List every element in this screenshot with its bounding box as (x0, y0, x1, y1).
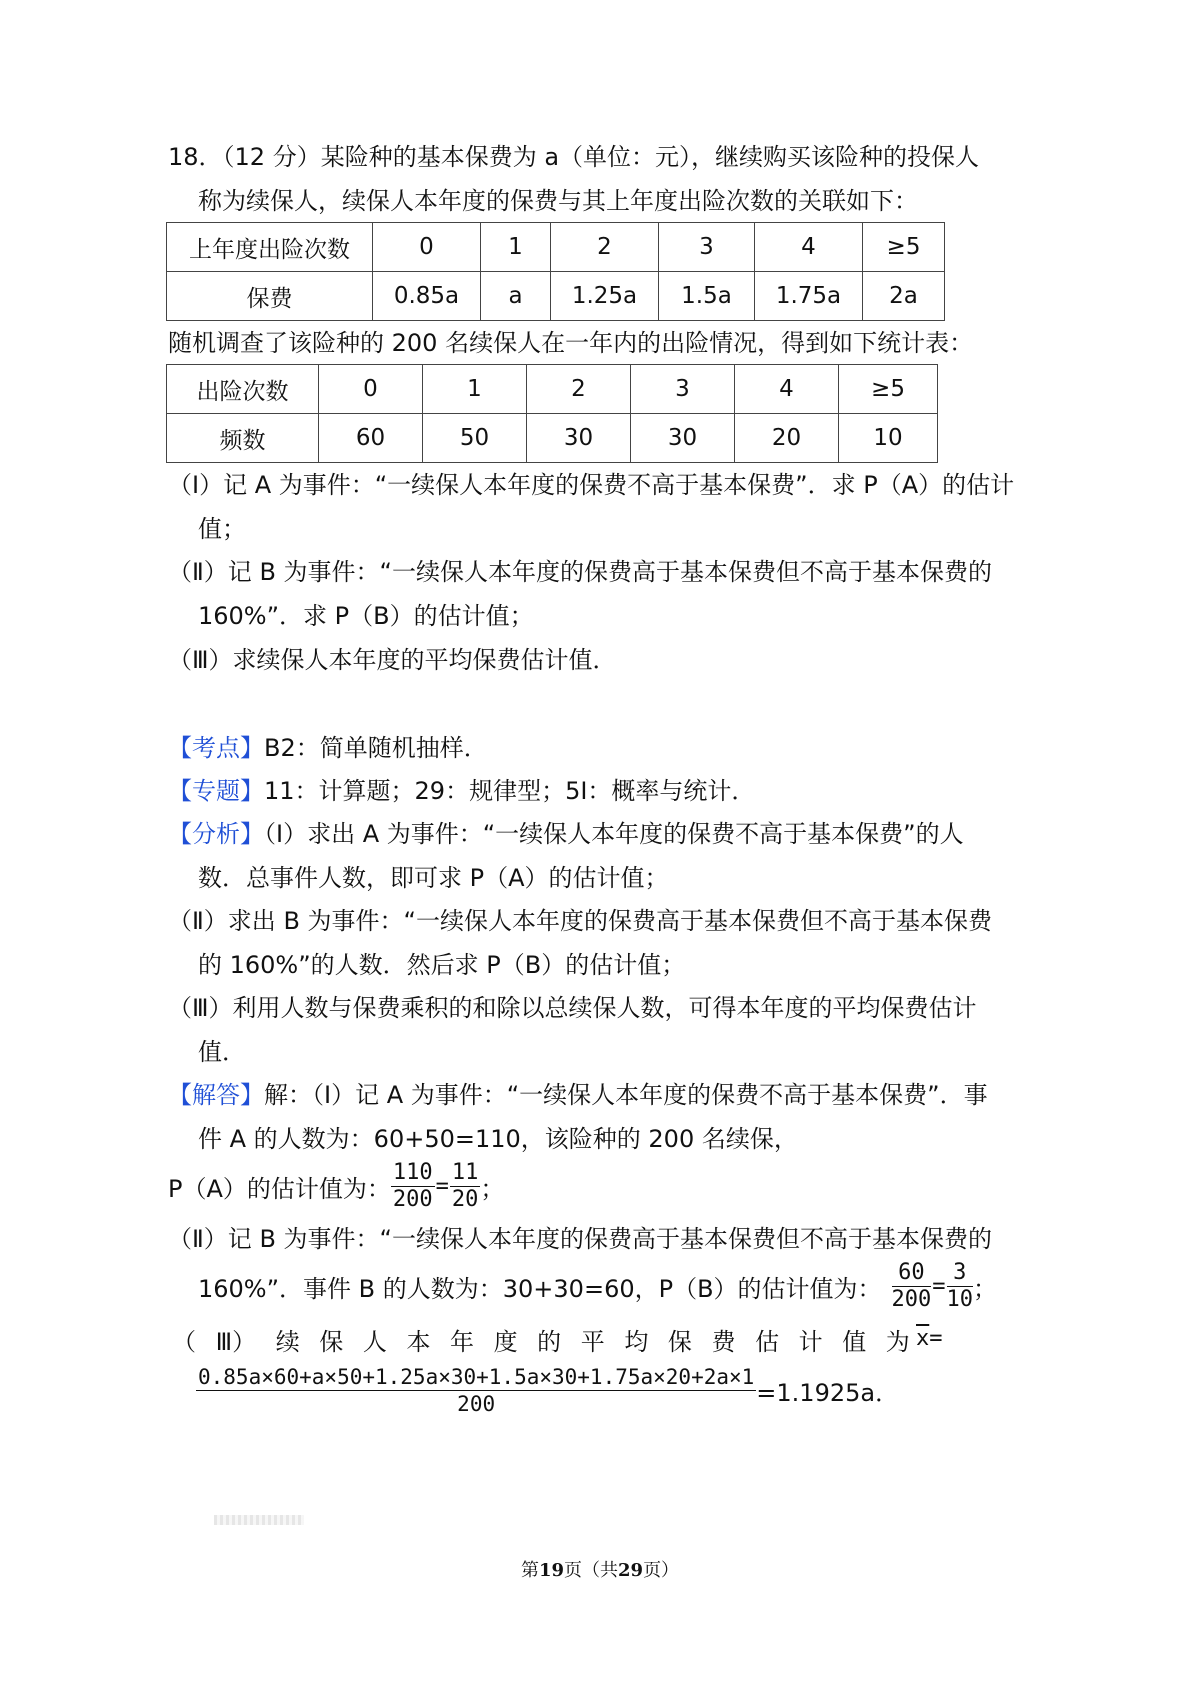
fraction-denominator: 10 (946, 1287, 974, 1312)
fraction-numerator: 0.85a×60+a×50+1.25a×30+1.5a×30+1.75a×20+2a×1 (198, 1365, 755, 1389)
table-cell: 60 (319, 414, 423, 463)
table-cell: 3 (659, 223, 755, 272)
table-cell: 50 (423, 414, 527, 463)
footer-page-number: 19 (538, 1560, 564, 1581)
fraction-denominator: 20 (451, 1187, 479, 1212)
fenxi-line-1 (168, 819, 964, 849)
footer-middle: 页（共 (564, 1560, 618, 1581)
table-cell: 10 (839, 414, 938, 463)
jieda-line-1 (168, 1080, 988, 1110)
table-row (167, 272, 945, 321)
justified-char: 保 (667, 1328, 692, 1356)
question-line-1: 18．（12 分）某险种的基本保费为 a（单位：元），继续购买该险种的投保人 (168, 143, 980, 171)
jieda-line-2: 件 A 的人数为：60+50=110，该险种的 200 名续保， (198, 1125, 798, 1153)
table-cell: 0 (373, 223, 481, 272)
table-header-cell: 保费 (167, 272, 373, 321)
jieda-text-5: 160%”．事件 B 的人数为：30+30=60，P（B）的估计值为： (198, 1275, 882, 1303)
table-cell: 30 (527, 414, 631, 463)
table-cell: 2 (527, 365, 631, 414)
table-row (167, 223, 945, 272)
fraction (947, 1262, 974, 1311)
table-header-cell: 频数 (167, 414, 319, 463)
table-cell: 1.75a (755, 272, 863, 321)
fraction-denominator: 200 (392, 1187, 433, 1212)
xbar-symbol (916, 1324, 943, 1354)
fraction (892, 1262, 932, 1311)
fenxi-tag: 【分析】 (168, 820, 264, 848)
table-cell: a (481, 272, 551, 321)
table-cell: 0.85a (373, 272, 481, 321)
fenxi-line-2: 数．总事件人数，即可求 P（A）的估计值； (198, 864, 669, 892)
justified-char: 年 (450, 1328, 475, 1356)
mean-fraction (196, 1366, 756, 1415)
table-cell: 4 (735, 365, 839, 414)
jieda-tag: 【解答】 (168, 1081, 264, 1109)
table-cell: 20 (735, 414, 839, 463)
justified-char: 本 (406, 1328, 431, 1356)
table-cell: 1.25a (551, 272, 659, 321)
table-cell: 2 (551, 223, 659, 272)
jieda-line-7 (196, 1366, 899, 1415)
jieda-line-3 (168, 1162, 504, 1211)
footer-total-pages: 29 (618, 1560, 644, 1581)
jieda-line-5 (198, 1262, 997, 1311)
justified-char: 值 (842, 1328, 867, 1356)
zhuanti-text: 11：计算题；29：规律型；5I：概率与统计． (264, 777, 756, 805)
kaodian-text: B2：简单随机抽样． (264, 734, 488, 762)
jieda-line-6 (172, 1327, 910, 1357)
fenxi-line-6: 值． (198, 1038, 246, 1066)
table-cell: 2a (863, 272, 945, 321)
table-cell: 1 (481, 223, 551, 272)
jieda-line-4: （Ⅱ）记 B 为事件：“一续保人本年度的保费高于基本保费但不高于基本保费的 (168, 1225, 992, 1253)
table-cell: 30 (631, 414, 735, 463)
fraction (450, 1162, 481, 1211)
table-row (167, 414, 938, 463)
zhuanti-line (168, 776, 755, 806)
xbar-variable: $\overline{x}$ (916, 1326, 930, 1351)
fraction-numerator: 3 (947, 1262, 974, 1287)
part2-line-2: 160%”．求 P（B）的估计值； (198, 602, 534, 630)
part1-line-1: （I）记 A 为事件：“一续保人本年度的保费不高于基本保费”．求 P（A）的估计 (168, 471, 1015, 499)
question-line-3: 随机调查了该险种的 200 名续保人在一年内的出险情况，得到如下统计表： (168, 329, 974, 357)
part1-line-2: 值； (198, 515, 246, 543)
semicolon: ； (480, 1175, 505, 1203)
frequency-table (166, 364, 938, 463)
justified-char: 均 (624, 1328, 649, 1356)
table-cell: 4 (755, 223, 863, 272)
justified-char: Ⅲ） (215, 1328, 257, 1356)
justified-char: 计 (798, 1328, 823, 1356)
justified-char: 平 (580, 1328, 605, 1356)
table-header-cell: 上年度出险次数 (167, 223, 373, 272)
justified-char: 的 (537, 1328, 562, 1356)
mean-result: =1.1925a． (756, 1379, 900, 1407)
fenxi-line-4: 的 160%”的人数．然后求 P（B）的估计值； (198, 951, 686, 979)
fenxi-text-1: （I）求出 A 为事件：“一续保人本年度的保费不高于基本保费”的人 (264, 820, 964, 848)
justified-char: 估 (755, 1328, 780, 1356)
justified-char: （ (172, 1328, 196, 1356)
jieda-text-1: 解：（I）记 A 为事件：“一续保人本年度的保费不高于基本保费”．事 (264, 1081, 988, 1109)
justified-char: 度 (493, 1328, 518, 1356)
justified-char: 为 (885, 1328, 910, 1356)
part3-line-1: （Ⅲ）求续保人本年度的平均保费估计值． (168, 646, 617, 674)
fraction (391, 1162, 435, 1211)
fenxi-line-5: （Ⅲ）利用人数与保费乘积的和除以总续保人数，可得本年度的平均保费估计 (168, 994, 977, 1022)
fenxi-line-3: （Ⅱ）求出 B 为事件：“一续保人本年度的保费高于基本保费但不高于基本保费 (168, 907, 992, 935)
justified-char: 人 (362, 1328, 387, 1356)
equals-sign: = (435, 1174, 449, 1199)
justified-char: 续 (275, 1328, 300, 1356)
footer-prefix: 第 (520, 1560, 539, 1581)
fraction-denominator: 200 (891, 1287, 932, 1312)
fraction-numerator: 110 (392, 1160, 433, 1185)
fraction-numerator: 11 (451, 1160, 479, 1185)
footer-suffix: 页） (643, 1560, 680, 1581)
jieda-text-3: P（A）的估计值为： (168, 1175, 391, 1203)
table-cell: 3 (631, 365, 735, 414)
semicolon: ； (973, 1275, 998, 1303)
part2-line-1: （Ⅱ）记 B 为事件：“一续保人本年度的保费高于基本保费但不高于基本保费的 (168, 558, 992, 586)
table-cell: 1.5a (659, 272, 755, 321)
equals-sign: = (932, 1274, 946, 1299)
table-cell: ≥5 (839, 365, 938, 414)
zhuanti-tag: 【专题】 (168, 777, 264, 805)
table-cell: ≥5 (863, 223, 945, 272)
justified-char: 保 (319, 1328, 344, 1356)
fraction-numerator: 60 (892, 1262, 932, 1287)
table-cell: 0 (319, 365, 423, 414)
kaodian-tag: 【考点】 (168, 734, 264, 762)
table-header-cell: 出险次数 (167, 365, 319, 414)
justified-char: 费 (711, 1328, 736, 1356)
table-row (167, 365, 938, 414)
table-cell: 1 (423, 365, 527, 414)
premium-table (166, 222, 945, 321)
faded-artifact (214, 1515, 304, 1525)
kaodian-line (168, 733, 488, 763)
page-footer (0, 1556, 1200, 1582)
question-line-2: 称为续保人，续保人本年度的保费与其上年度出险次数的关联如下： (198, 187, 918, 215)
fraction-denominator: 200 (457, 1392, 496, 1416)
equals-sign: = (929, 1326, 943, 1351)
